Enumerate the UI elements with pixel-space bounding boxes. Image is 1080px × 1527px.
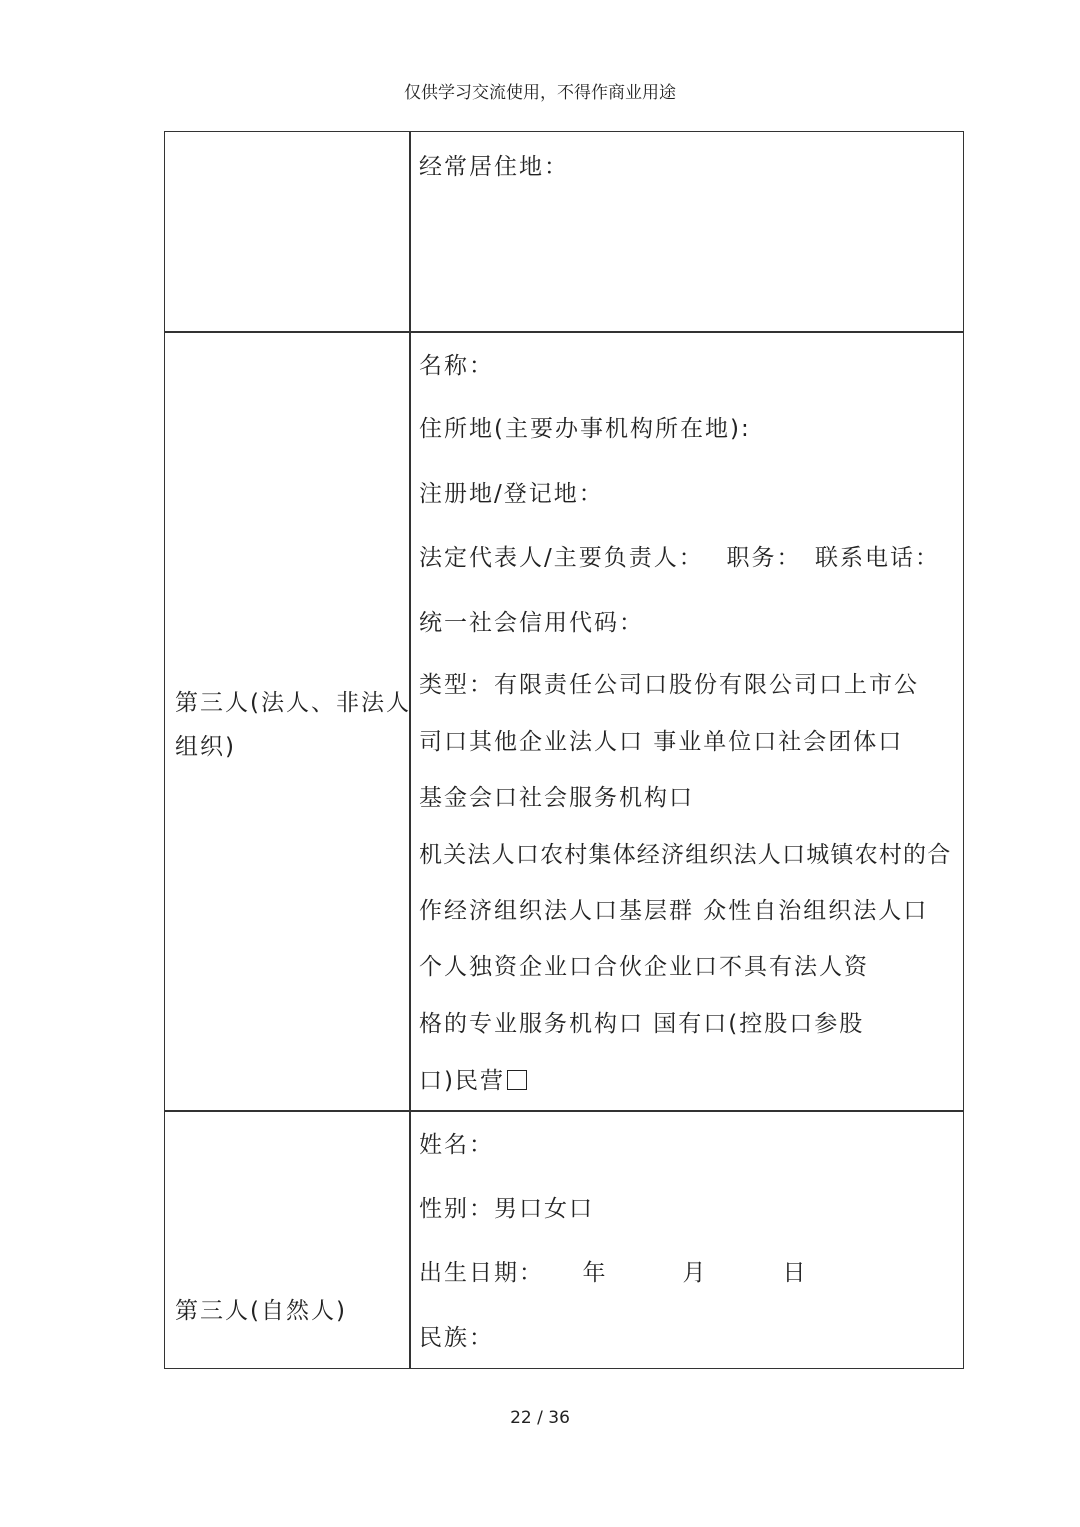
- org-type-line-3: 基金会口社会服务机构口: [419, 785, 694, 811]
- third-party-org-label-line1: 第三人(法人、非法人: [175, 690, 411, 716]
- third-party-org-label-line2: 组织): [175, 733, 236, 760]
- person-name-label: 姓名：: [419, 1132, 494, 1158]
- private-checkbox[interactable]: [507, 1070, 527, 1090]
- person-gender-label: 性别：男口女口: [419, 1196, 594, 1222]
- org-credit-code-label: 统一社会信用代码：: [419, 610, 644, 636]
- org-type-private-label: 口)民营: [419, 1068, 505, 1094]
- third-party-person-label: 第三人(自然人): [175, 1298, 347, 1324]
- habitual-residence-label: 经常居住地：: [419, 154, 569, 180]
- page-header: 仅供学习交流使用，不得作商业用途: [404, 83, 676, 103]
- form-table: [164, 131, 964, 1369]
- page-number: 22 / 36: [510, 1408, 570, 1428]
- org-registration-label: 注册地/登记地：: [419, 481, 604, 507]
- org-type-line-2: 司口其他企业法人口 事业单位口社会团体口: [419, 729, 904, 755]
- org-type-line-7: 格的专业服务机构口 国有口(控股口参股: [419, 1011, 865, 1037]
- org-type-line-1: 类型：有限责任公司口股份有限公司口上市公: [419, 672, 919, 698]
- person-ethnicity-label: 民族：: [419, 1325, 494, 1351]
- third-party-org-label: [175, 690, 411, 761]
- org-type-line-4: 机关法人口农村集体经济组织法人口城镇农村的合: [419, 842, 952, 868]
- org-type-line-6: 个人独资企业口合伙企业口不具有法人资: [419, 954, 869, 980]
- person-birthdate-label: 出生日期： 年 月 日: [419, 1260, 808, 1286]
- org-name-label: 名称：: [419, 353, 494, 379]
- org-type-line-5: 作经济组织法人口基层群 众性自治组织法人口: [419, 898, 929, 924]
- org-type-line-8: [419, 1068, 527, 1096]
- row-divider-2: [165, 1110, 963, 1112]
- org-legal-rep-label: 法定代表人/主要负责人： 职务： 联系电话：: [419, 545, 941, 571]
- org-domicile-label: 住所地(主要办事机构所在地):: [419, 416, 751, 442]
- row-divider-1: [165, 331, 963, 333]
